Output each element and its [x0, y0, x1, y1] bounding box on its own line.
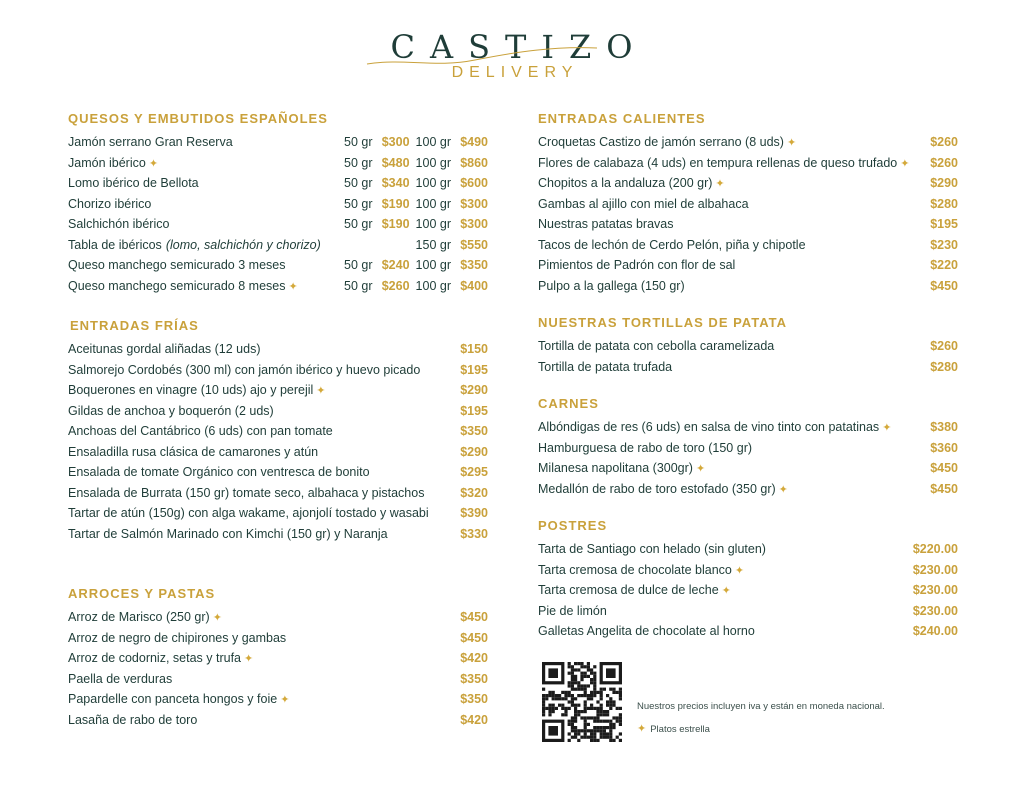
- item-label: Aceitunas gordal aliñadas (12 uds): [68, 342, 261, 357]
- item-label: Chorizo ibérico: [68, 196, 152, 211]
- item-price: $420: [460, 712, 488, 727]
- item-label: Tortilla de patata trufada: [538, 359, 673, 374]
- item-price: $320: [460, 485, 488, 500]
- portion-small: 50 gr: [344, 278, 373, 293]
- menu-item[interactable]: [68, 132, 488, 153]
- item-label: Queso manchego semicurado 3 meses: [68, 258, 286, 273]
- item-label: Papardelle con panceta hongos y foie: [68, 692, 278, 707]
- item-label: Nuestras patatas bravas: [538, 217, 674, 232]
- item-name: [538, 482, 925, 496]
- item-label: Lasaña de rabo de toro: [68, 712, 198, 727]
- menu-item[interactable]: [538, 621, 958, 642]
- menu-item[interactable]: [68, 339, 488, 360]
- item-label: Galletas Angelita de chocolate al horno: [538, 624, 755, 639]
- sparkle-icon: ✦: [882, 422, 892, 435]
- item-label: Tarta cremosa de chocolate blanco: [538, 562, 732, 577]
- menu-item[interactable]: [68, 214, 488, 235]
- item-label: Pie de limón: [538, 603, 607, 618]
- item-price: $260: [930, 339, 958, 354]
- section-title: ENTRADAS FRÍAS: [70, 318, 199, 333]
- item-name: [68, 465, 455, 479]
- item-name: [538, 604, 913, 618]
- item-price: $290: [460, 383, 488, 398]
- item-label: Boquerones en vinagre (10 uds) ajo y perejil: [68, 383, 314, 398]
- qr-code-icon[interactable]: [542, 662, 622, 742]
- item-name: [68, 342, 455, 356]
- menu-item[interactable]: [68, 360, 488, 381]
- sparkle-icon: ✦: [637, 723, 647, 735]
- menu-item[interactable]: [538, 601, 958, 622]
- menu-item[interactable]: [68, 235, 488, 256]
- item-name: [68, 651, 455, 665]
- item-name: [538, 420, 925, 434]
- item-price: $350: [460, 424, 488, 439]
- item-price: $280: [930, 359, 958, 374]
- item-name: [68, 692, 455, 706]
- price-small: $260: [381, 278, 410, 293]
- item-price: $230.00: [912, 562, 958, 577]
- section-tortillas: [538, 312, 958, 377]
- menu-item[interactable]: [68, 173, 488, 194]
- menu-list: [68, 607, 488, 730]
- portion-large: 100 gr: [415, 217, 451, 232]
- item-price: $420: [460, 651, 488, 666]
- price-large: $400: [460, 278, 488, 293]
- menu-item[interactable]: [538, 214, 958, 235]
- item-price: $330: [460, 526, 488, 541]
- section-title: QUESOS Y EMBUTIDOS ESPAÑOLES: [68, 111, 328, 126]
- item-price: $260: [930, 135, 958, 150]
- item-prices: [338, 197, 488, 211]
- item-label: Lomo ibérico de Bellota: [68, 176, 199, 191]
- portion-large: 100 gr: [415, 278, 451, 293]
- menu-item[interactable]: [68, 153, 488, 174]
- menu-list: [68, 132, 488, 296]
- menu-item[interactable]: [538, 357, 958, 378]
- price-small: $190: [381, 217, 410, 232]
- item-price: $450: [460, 610, 488, 625]
- portion-small: 50 gr: [344, 155, 373, 170]
- item-price: $290: [930, 176, 958, 191]
- item-name: [538, 279, 925, 293]
- item-label: Milanesa napolitana (300gr): [538, 461, 693, 476]
- menu-item[interactable]: [538, 580, 958, 601]
- sparkle-icon: ✦: [900, 157, 910, 170]
- menu-item[interactable]: [68, 689, 488, 710]
- price-large: $300: [460, 217, 488, 232]
- item-name: [538, 217, 925, 231]
- sparkle-icon: ✦: [734, 564, 745, 577]
- item-label: Salchichón ibérico: [68, 217, 170, 232]
- footer-notes: [637, 700, 885, 744]
- sparkle-icon: ✦: [786, 137, 797, 150]
- section-arroces: [68, 583, 488, 730]
- item-label: Albóndigas de res (6 uds) en salsa de vino tinto con patatinas: [538, 420, 880, 435]
- item-label: Tabla de ibéricos: [68, 237, 162, 252]
- item-name: [538, 624, 913, 638]
- item-name: [538, 176, 925, 190]
- sparkle-icon: ✦: [244, 653, 254, 666]
- item-name: [538, 461, 925, 475]
- menu-list: [538, 417, 958, 499]
- item-label: Gambas al ajillo con miel de albahaca: [538, 196, 749, 211]
- item-price: $390: [460, 506, 488, 521]
- brand-logo: [377, 28, 648, 66]
- item-name: [68, 610, 455, 624]
- item-prices: [338, 279, 488, 293]
- portion-small: 50 gr: [344, 135, 373, 150]
- item-label: Ensaladilla rusa clásica de camarones y atún: [68, 444, 319, 459]
- portion-large: 100 gr: [415, 196, 451, 211]
- portion-large: 100 gr: [415, 176, 451, 191]
- price-large: $490: [460, 135, 488, 150]
- item-price: $450: [930, 481, 958, 496]
- item-prices: [338, 156, 488, 170]
- price-small: $300: [381, 135, 410, 150]
- menu-item[interactable]: [68, 380, 488, 401]
- menu-item[interactable]: [538, 255, 958, 276]
- price-small: $340: [381, 176, 410, 191]
- item-prices: [338, 258, 488, 272]
- item-label: Medallón de rabo de toro estofado (350 gr): [538, 481, 776, 496]
- item-price: $240.00: [912, 624, 958, 639]
- item-label: Arroz de codorniz, setas y trufa: [68, 651, 241, 666]
- item-label: Tarta de Santiago con helado (sin gluten): [538, 542, 766, 557]
- item-label: Ensalada de Burrata (150 gr) tomate seco, albahaca y pistachos: [68, 485, 425, 500]
- item-price: $150: [460, 342, 488, 357]
- price-large: $600: [460, 176, 488, 191]
- section-title: ARROCES Y PASTAS: [68, 586, 216, 601]
- item-price: $360: [930, 440, 958, 455]
- menu-item[interactable]: [68, 503, 488, 524]
- item-name: [68, 672, 455, 686]
- item-name: [68, 363, 455, 377]
- menu-item[interactable]: [68, 483, 488, 504]
- sparkle-icon: ✦: [288, 280, 298, 293]
- price-small: $240: [381, 258, 410, 273]
- menu-item[interactable]: [538, 336, 958, 357]
- portion-large: 100 gr: [415, 135, 451, 150]
- menu-item[interactable]: [68, 607, 488, 628]
- item-name: [68, 527, 455, 541]
- menu-item[interactable]: [538, 153, 958, 174]
- sparkle-icon: ✦: [280, 694, 290, 707]
- item-price: $295: [460, 465, 488, 480]
- item-name: [68, 176, 338, 190]
- section-title: NUESTRAS TORTILLAS DE PATATA: [538, 315, 787, 330]
- menu-item[interactable]: [68, 194, 488, 215]
- item-name: [68, 404, 455, 418]
- item-price: $290: [460, 444, 488, 459]
- item-price: $450: [930, 278, 958, 293]
- menu-item[interactable]: [538, 417, 958, 438]
- menu-item[interactable]: [538, 173, 958, 194]
- item-label: Tortilla de patata con cebolla caramelizada: [538, 339, 775, 354]
- section-entradas-frias: [68, 315, 488, 544]
- portion-large: 100 gr: [415, 258, 451, 273]
- item-name: [68, 486, 455, 500]
- menu-item[interactable]: [68, 462, 488, 483]
- item-label: Pulpo a la gallega (150 gr): [538, 278, 685, 293]
- item-label: Queso manchego semicurado 8 meses: [68, 278, 286, 293]
- item-price: $450: [460, 630, 488, 645]
- menu-item[interactable]: [538, 235, 958, 256]
- item-name: [538, 563, 913, 577]
- item-label: Tartar de Salmón Marinado con Kimchi (150 gr) y Naranja: [68, 526, 388, 541]
- item-price: $380: [930, 420, 958, 435]
- item-name: [68, 445, 455, 459]
- item-label: Arroz de negro de chipirones y gambas: [68, 630, 287, 645]
- section-entradas-calientes: [538, 108, 958, 296]
- item-price: $230: [930, 237, 958, 252]
- item-name: [68, 424, 455, 438]
- menu-item[interactable]: [68, 276, 488, 297]
- item-prices: [338, 135, 488, 149]
- price-large: $300: [460, 196, 488, 211]
- item-label: Pimientos de Padrón con flor de sal: [538, 258, 736, 273]
- item-price: $230.00: [912, 583, 958, 598]
- price-large: $350: [460, 258, 488, 273]
- item-name: [68, 258, 338, 272]
- item-note: (lomo, salchichón y chorizo): [165, 237, 321, 252]
- item-name: [538, 156, 925, 170]
- menu-item[interactable]: [68, 524, 488, 545]
- menu-item[interactable]: [538, 438, 958, 459]
- item-price: $220.00: [912, 542, 958, 557]
- price-small: $190: [381, 196, 410, 211]
- legend-label: Platos estrella: [650, 724, 710, 735]
- sparkle-icon: ✦: [148, 157, 159, 170]
- item-price: $220: [930, 258, 958, 273]
- menu-list: [538, 336, 958, 377]
- item-name: [538, 542, 913, 556]
- portion-small: 50 gr: [344, 217, 373, 232]
- item-label: Paella de verduras: [68, 671, 173, 686]
- item-price: $230.00: [912, 603, 958, 618]
- menu-item[interactable]: [538, 479, 958, 500]
- item-label: Jamón serrano Gran Reserva: [68, 135, 233, 150]
- item-price: $195: [460, 403, 488, 418]
- item-name: [538, 441, 925, 455]
- item-label: Croquetas Castizo de jamón serrano (8 uds): [538, 135, 784, 150]
- section-postres: [538, 515, 958, 642]
- menu-item[interactable]: [68, 648, 488, 669]
- sparkle-icon: ✦: [721, 585, 731, 598]
- item-label: Tartar de atún (150g) con alga wakame, ajonjolí tostado y wasabi: [68, 506, 429, 521]
- item-prices: [338, 176, 488, 190]
- item-label: Hamburguesa de rabo de toro (150 gr): [538, 440, 753, 455]
- menu-item[interactable]: [68, 401, 488, 422]
- section-quesos: [68, 108, 488, 296]
- sparkle-icon: ✦: [695, 463, 706, 476]
- menu-item[interactable]: [538, 276, 958, 297]
- section-title: POSTRES: [538, 518, 608, 533]
- section-title: CARNES: [538, 396, 599, 411]
- price-small: $480: [381, 155, 410, 170]
- menu-list: [538, 132, 958, 296]
- price-large: $550: [460, 237, 488, 252]
- item-price: $195: [930, 217, 958, 232]
- item-label: Tarta cremosa de dulce de leche: [538, 583, 719, 598]
- item-name: [68, 217, 338, 231]
- item-name: [68, 383, 455, 397]
- item-name: [68, 135, 338, 149]
- sparkle-icon: ✦: [316, 385, 326, 398]
- item-name: [68, 506, 455, 520]
- item-prices: [338, 217, 488, 231]
- item-name: [538, 135, 925, 149]
- item-label: Gildas de anchoa y boquerón (2 uds): [68, 403, 274, 418]
- item-name: [68, 238, 410, 252]
- menu-item[interactable]: [68, 628, 488, 649]
- item-price: $260: [930, 155, 958, 170]
- menu-item[interactable]: [538, 132, 958, 153]
- item-label: Chopitos a la andaluza (200 gr): [538, 176, 713, 191]
- brand-name: CASTIZO: [390, 28, 648, 66]
- portion-small: 50 gr: [344, 176, 373, 191]
- menu-item[interactable]: [538, 539, 958, 560]
- menu-list: [538, 539, 958, 642]
- portion-small: 50 gr: [344, 196, 373, 211]
- menu-item[interactable]: [538, 194, 958, 215]
- item-prices: [410, 238, 488, 252]
- legend-note: [637, 722, 885, 744]
- item-label: Anchoas del Cantábrico (6 uds) con pan tomate: [68, 424, 333, 439]
- item-price: $350: [460, 671, 488, 686]
- item-name: [68, 713, 455, 727]
- portion-large: 150 gr: [415, 237, 451, 252]
- item-name: [68, 631, 455, 645]
- item-label: Salmorejo Cordobés (300 ml) con jamón ibérico y huevo picado: [68, 362, 421, 377]
- item-label: Flores de calabaza (4 uds) en tempura rellenas de queso trufado: [538, 155, 898, 170]
- item-price: $450: [930, 461, 958, 476]
- item-name: [68, 197, 338, 211]
- section-carnes: [538, 393, 958, 499]
- menu-item[interactable]: [68, 255, 488, 276]
- item-label: Arroz de Marisco (250 gr): [68, 610, 210, 625]
- item-name: [538, 360, 925, 374]
- item-label: Ensalada de tomate Orgánico con ventresca de bonito: [68, 465, 370, 480]
- item-name: [538, 238, 925, 252]
- item-label: Tacos de lechón de Cerdo Pelón, piña y chipotle: [538, 237, 806, 252]
- menu-list: [68, 339, 488, 544]
- item-name: [538, 197, 925, 211]
- item-price: $195: [460, 362, 488, 377]
- menu-item[interactable]: [68, 669, 488, 690]
- item-label: Jamón ibérico: [68, 155, 146, 170]
- brand-subtitle: DELIVERY: [451, 64, 579, 81]
- section-title: ENTRADAS CALIENTES: [538, 111, 706, 126]
- menu-item[interactable]: [538, 458, 958, 479]
- item-name: [538, 583, 913, 597]
- item-name: [538, 339, 925, 353]
- header: [0, 28, 1024, 82]
- price-large: $860: [460, 155, 488, 170]
- price-note: Nuestros precios incluyen iva y están en moneda nacional.: [637, 701, 885, 712]
- menu-item[interactable]: [68, 421, 488, 442]
- menu-item[interactable]: [538, 560, 958, 581]
- menu-item[interactable]: [68, 442, 488, 463]
- menu-item[interactable]: [68, 710, 488, 731]
- sparkle-icon: ✦: [212, 612, 222, 625]
- item-price: $280: [930, 196, 958, 211]
- item-name: [68, 156, 338, 170]
- item-name: [68, 279, 338, 293]
- portion-large: 100 gr: [415, 155, 451, 170]
- item-price: $350: [460, 692, 488, 707]
- sparkle-icon: ✦: [715, 178, 725, 191]
- item-name: [538, 258, 925, 272]
- sparkle-icon: ✦: [778, 483, 788, 496]
- portion-small: 50 gr: [344, 258, 373, 273]
